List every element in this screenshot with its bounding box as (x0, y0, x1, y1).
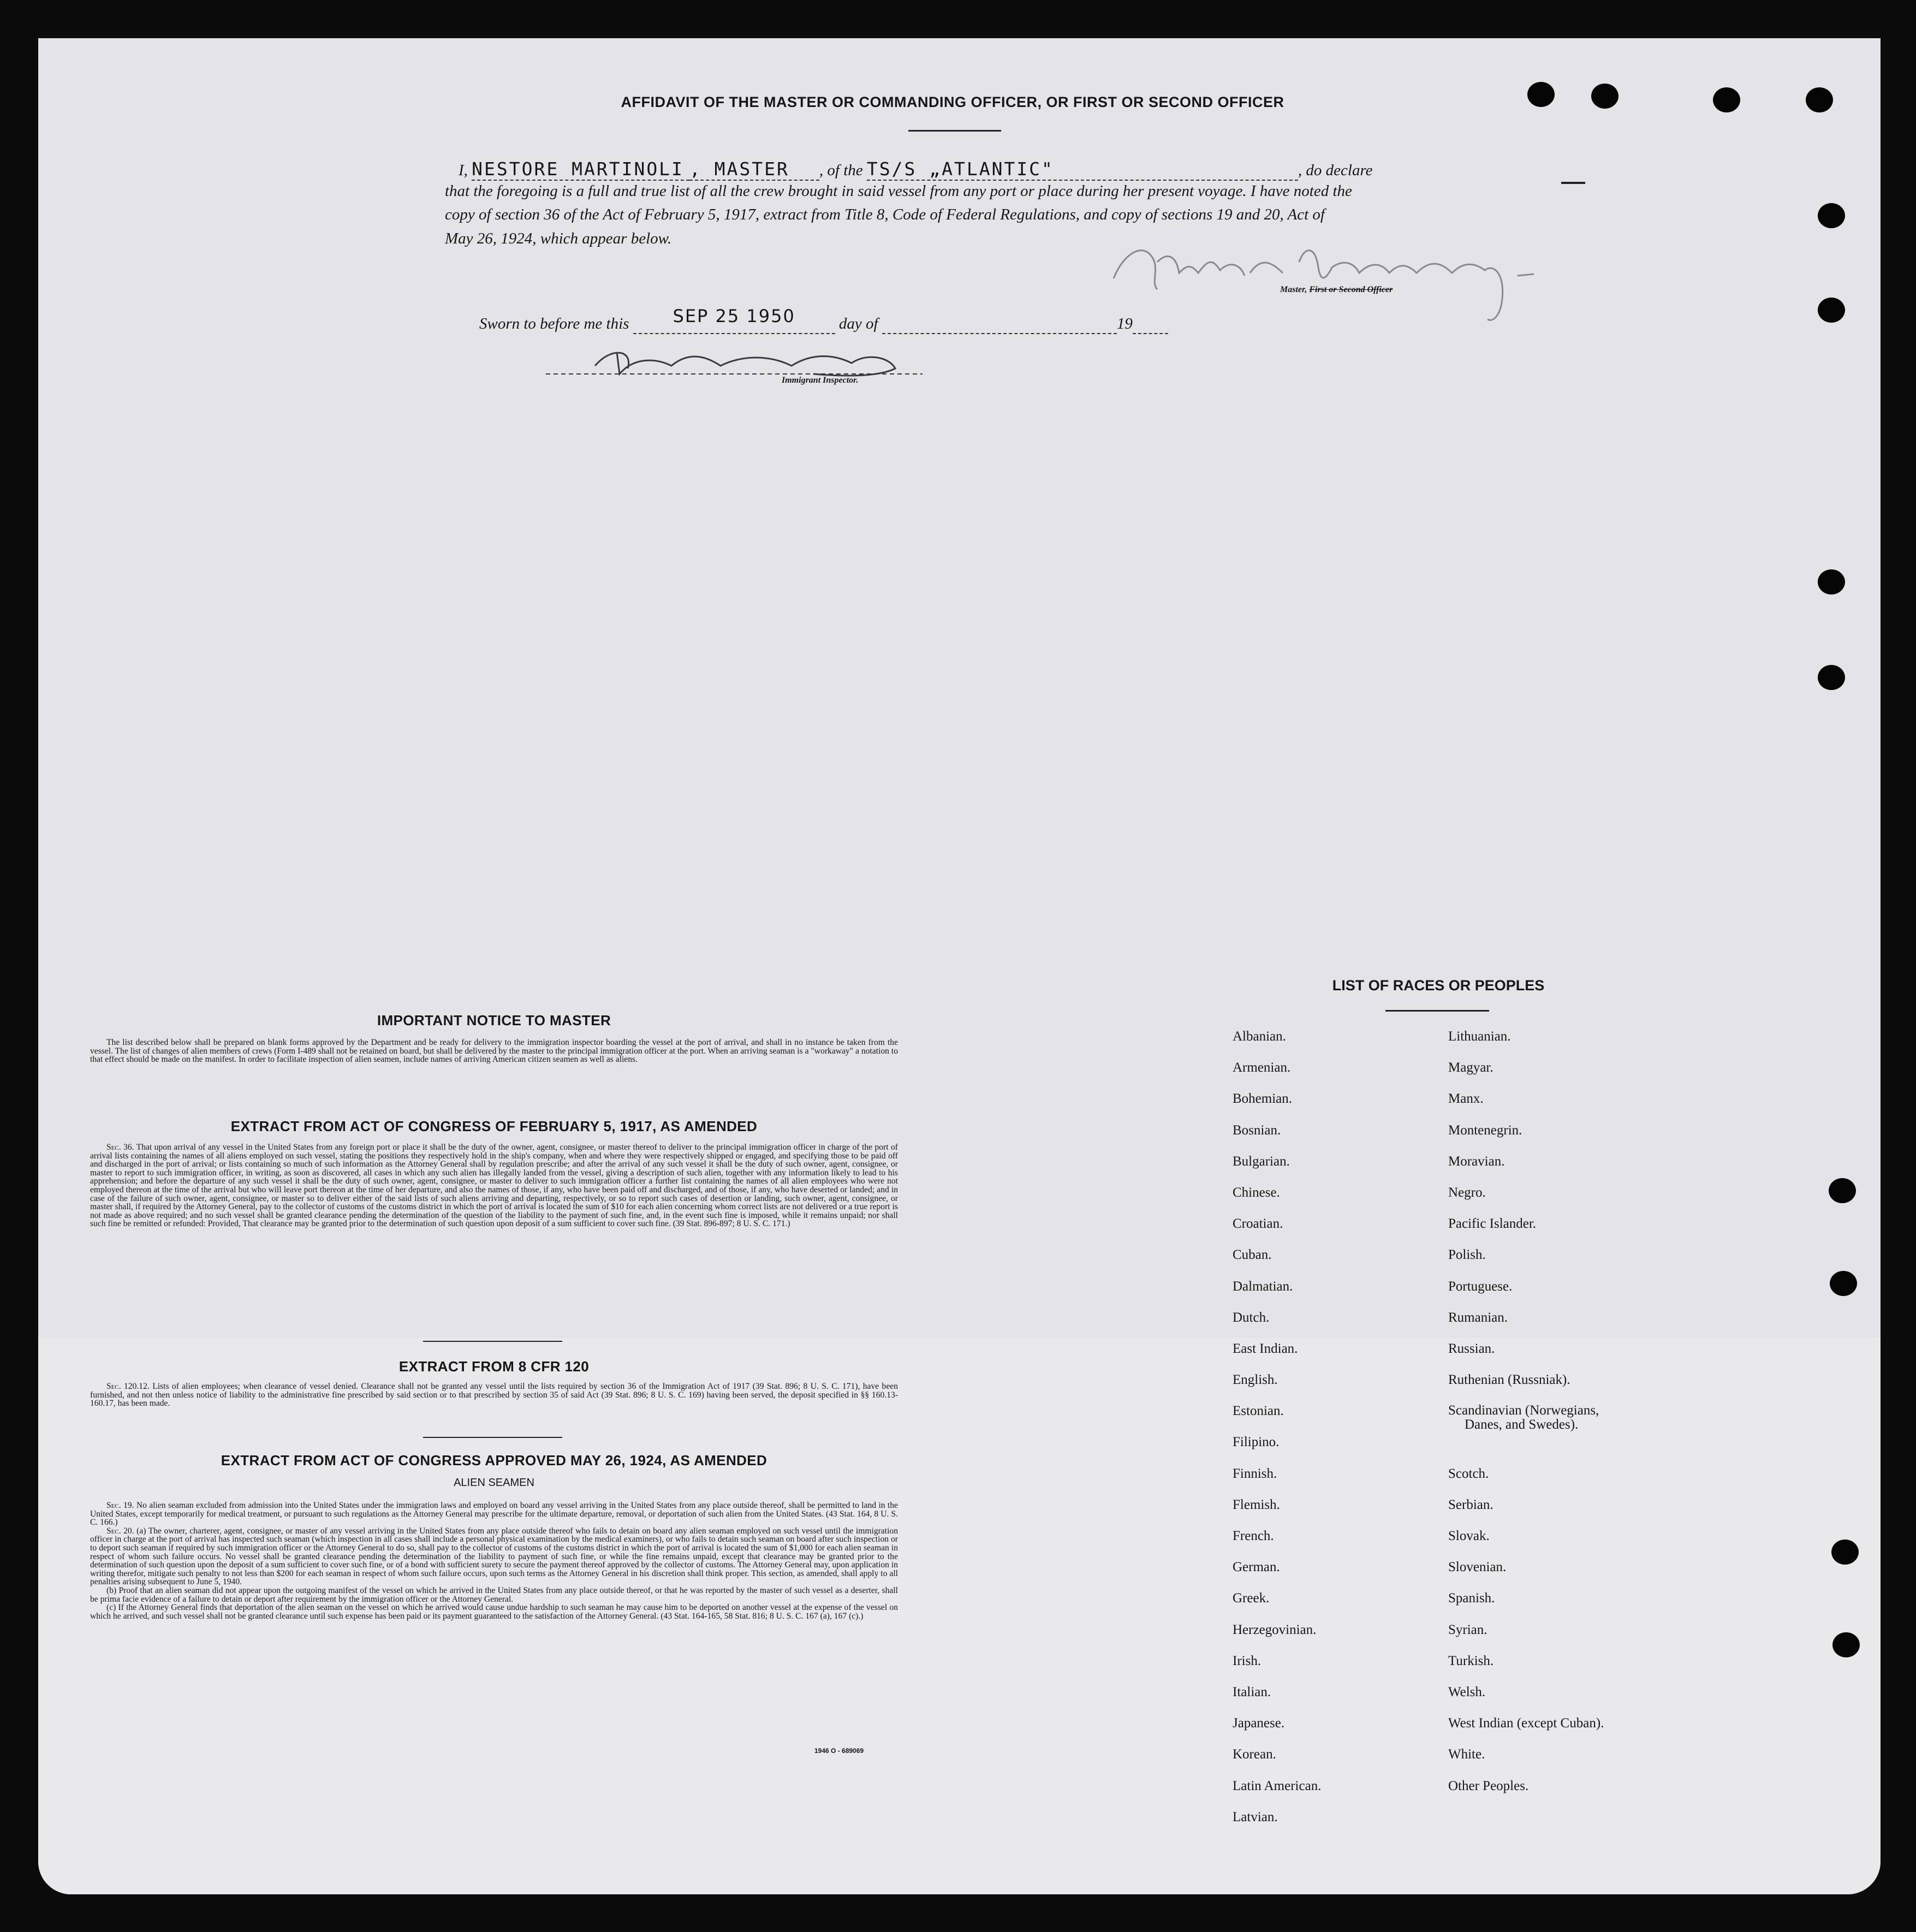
race-item: Greek. (1233, 1591, 1270, 1606)
punch-hole (1818, 298, 1845, 323)
race-item: Moravian. (1448, 1154, 1505, 1169)
divider (423, 1341, 562, 1342)
race-item: Finnish. (1233, 1466, 1277, 1481)
races-left-column (1233, 1029, 1321, 1841)
punch-hole (1818, 569, 1845, 595)
race-item: English. (1233, 1372, 1278, 1388)
sec-19-label: Sec. 19. (106, 1501, 134, 1510)
race-item: Chinese. (1233, 1185, 1280, 1200)
struck-officer-label: First or Second Officer (1309, 285, 1393, 294)
race-item: Irish. (1233, 1653, 1262, 1668)
race-item: Scotch. (1448, 1466, 1489, 1481)
print-code: 1946 O - 689069 (814, 1747, 864, 1755)
race-item-line: Danes, and Swedes). (1465, 1417, 1579, 1432)
year-label: 19 (1116, 315, 1133, 332)
extract-cfr-body (90, 1382, 898, 1408)
race-item: Filipino. (1233, 1435, 1280, 1450)
master-signature (1103, 229, 1550, 328)
extract-1917-title: EXTRACT FROM ACT OF CONGRESS OF FEBRUARY 5, 1917, AS AMENDED (230, 1118, 758, 1134)
race-item-line: Scandinavian (Norwegians, (1448, 1403, 1599, 1418)
year-field (1133, 315, 1168, 334)
declaration-line-1 (459, 158, 1479, 181)
race-item: Latin American. (1233, 1778, 1322, 1793)
alien-seamen-subtitle: ALIEN SEAMEN (454, 1477, 534, 1489)
declaration-line-2: that the foregoing is a full and true list of all the crew brought in said vessel from any port or place during her present voyage. I have noted the (445, 182, 1352, 200)
date-stamp: SEP 25 1950 (673, 306, 795, 326)
extract-1917-body (90, 1143, 898, 1228)
race-item: Turkish. (1448, 1653, 1494, 1668)
declaration-line-4: May 26, 1924, which appear below. (445, 230, 672, 247)
race-item: Estonian. (1233, 1404, 1284, 1419)
title-rule (908, 130, 1001, 132)
race-item: Portuguese. (1448, 1279, 1513, 1294)
master-caption: Master, First or Second Officer (1280, 285, 1393, 294)
do-declare-label: , do declare (1298, 162, 1373, 179)
sec-120-label: Sec. 120.12. (106, 1382, 150, 1391)
race-item: Russian. (1448, 1341, 1495, 1356)
race-item: Ruthenian (Russniak). (1448, 1372, 1570, 1388)
race-item: Polish. (1448, 1247, 1486, 1263)
month-field (882, 315, 1117, 334)
punch-hole (1818, 665, 1845, 690)
race-item: Other Peoples. (1448, 1778, 1529, 1793)
race-item: Italian. (1233, 1684, 1271, 1699)
sec-36-text: That upon arrival of any vessel in the United States from any foreign port or place it shall be the duty of the owner, agent, consignee, or master thereof to deliver to the principal immigration officer in charge of the port of arrival lists containing the names of all aliens employed on such vessel, stating the positions they respectively hold in the ship's company, when and where they were respectively shipped or engaged, and specifying those to be paid off and discharged in the port of arrival; or lists containing so much of such information as the Attorney General shall by regulation prescribe; and after the arrival of any such vessel it shall be the duty of such owner, agent, consignee, or master to report to such immigration officer, in writing, as soon as discovered, all cases in which any such alien has illegally landed from the vessel, giving a description of such alien, together with any information likely to lead to his apprehension; and before the departure of any such vessel it shall be the duty of such owner, agent, consignee, or master to deliver to such immigration officer a further list containing the names of all alien employees who were not employed thereon at the time of the arrival but who will leave port thereon at the time of her departure, and also the names of those, if any, who have been paid off and discharged, and of those, if any, who have deserted or landed; and in case of the failure of such owner, agent, consignee, or master so to deliver either of the said lists of such aliens arriving and departing, respectively, or so to report such cases of desertion or landing, such owner, agent, consignee, or master shall, if required by the Attorney General, pay to the collector of customs of the customs district in which the port of arrival is located the sum of $10 for each alien concerning whom correct lists are not delivered or a true report is not made as above required; and no such vessel shall be granted clearance pending the determination of the question of the liability to the payment of such fine, and, in the event such fine is imposed, while it remains unpaid; nor shall such fine be remitted or refunded: Provided, That clearance may be granted prior to the determination of such question upon deposit of a sum sufficient to cover such fine. (39 Stat. 896-897; 8 U. S. C. 171.) (90, 1143, 898, 1229)
race-item: Herzegovinian. (1233, 1622, 1317, 1637)
punch-hole (1591, 84, 1619, 109)
of-the-label: , of the (819, 162, 863, 179)
sworn-line (479, 306, 1168, 334)
sec-20-label: Sec. 20. (106, 1526, 134, 1536)
race-item: Latvian. (1233, 1809, 1278, 1824)
punch-hole (1806, 87, 1833, 112)
master-name: NESTORE MARTINOLI (472, 158, 689, 181)
sworn-date-field (633, 306, 835, 334)
sec-20a-paragraph (90, 1527, 898, 1586)
race-item: Slovak. (1448, 1529, 1490, 1544)
race-item: East Indian. (1233, 1341, 1298, 1356)
race-item: Croatian. (1233, 1216, 1283, 1232)
punch-hole (1832, 1632, 1860, 1657)
sec-19-text: No alien seaman excluded from admission into the United States under the immigration laws and employed on board any vessel arriving in the United States from any place outside thereof, shall be permitted to land in the United States, except temporarily for medical treatment, or pursuant to such regulations as the Attorney General may prescribe for the ultimate departure, removal, or deportation of such alien from the United States. (43 Stat. 164, 8 U. S. C. 166.) (90, 1501, 898, 1527)
day-of-label: day of (838, 315, 878, 332)
race-item: Cuban. (1233, 1247, 1272, 1263)
vessel-name: TS/S „ATLANTIC" (867, 158, 1298, 181)
margin-mark (1561, 182, 1585, 184)
race-item: Armenian. (1233, 1060, 1291, 1075)
race-item: Albanian. (1233, 1029, 1286, 1044)
sec-19-paragraph (90, 1501, 898, 1527)
master-rank: , MASTER (689, 158, 819, 181)
punch-hole (1829, 1178, 1856, 1203)
races-right-column (1448, 1029, 1604, 1810)
sec-20c-paragraph: (c) If the Attorney General finds that deportation of the alien seaman on the vessel on which he arrived would cause undue hardship to such seaman he may cause him to be deported on another vessel at the expense of the vessel on which he arrived, and such vessel shall not be granted clearance until such expense has been paid or its payment guaranteed to the satisfaction of the Attorney General. (43 Stat. 164-165, 58 Stat. 816; 8 U. S. C. 167 (a), 167 (c).) (90, 1603, 898, 1621)
race-item: Spanish. (1448, 1591, 1495, 1606)
race-item: Pacific Islander. (1448, 1216, 1537, 1232)
race-item: Slovenian. (1448, 1560, 1507, 1575)
race-item: West Indian (except Cuban). (1448, 1716, 1604, 1731)
notice-title: IMPORTANT NOTICE TO MASTER (377, 1012, 611, 1029)
race-item: Dutch. (1233, 1310, 1270, 1325)
punch-hole (1527, 82, 1555, 107)
race-item: Serbian. (1448, 1497, 1493, 1512)
sec-20b-paragraph: (b) Proof that an alien seaman did not appear upon the outgoing manifest of the vessel on which he arrived in the United States from any place outside thereof, or that he was reported by the master of such vessel as a deserter, shall be prima facie evidence of a failure to detain or deport after requirement by the immigration officer or the Attorney General. (90, 1585, 898, 1604)
race-item: Dalmatian. (1233, 1279, 1293, 1294)
race-item: Welsh. (1448, 1684, 1486, 1699)
punch-hole (1818, 203, 1845, 228)
punch-hole (1831, 1539, 1859, 1565)
extract-1924-title: EXTRACT FROM ACT OF CONGRESS APPROVED MAY 26, 1924, AS AMENDED (221, 1452, 767, 1469)
notice-body: The list described below shall be prepared on blank forms approved by the Department and be ready for delivery to the immigration inspector boarding the vessel at the port of arrival, and shall in no instance be taken from the vessel. The list of changes of alien members of crews (Form I-489 shall not be retained on board, but shall be delivered by the master to the principal immigration officer at the port. When an arriving seaman is a "workaway" a notation to that effect should be made on the manifest. In order to facilitate inspection of alien seamen, include names of arriving American citizen seamen as well as aliens. (90, 1038, 898, 1065)
race-item: Korean. (1233, 1747, 1276, 1762)
race-item: Syrian. (1448, 1622, 1487, 1637)
sec-120-text: Lists of alien employees; when clearance of vessel denied. Clearance shall not be granted any vessel until the lists required by section 36 of the Immigration Act of 1917 (39 Stat. 896; 8 U. S. C. 171), have been furnished, and not then unless notice of liability to the administrative fine prescribed by said section or to that prescribed by section 35 of said Act (39 Stat. 896; 8 U. S. C. 169) having been served, the deposit specified in §§ 160.13-160.17, has been made. (90, 1382, 898, 1408)
race-item: Japanese. (1233, 1716, 1285, 1731)
race-item: Flemish. (1233, 1497, 1280, 1512)
i-prefix: I, (459, 162, 468, 179)
inspector-signature (540, 336, 933, 385)
race-item: Magyar. (1448, 1060, 1493, 1075)
race-item: Bohemian. (1233, 1091, 1293, 1107)
race-item: White. (1448, 1747, 1485, 1762)
race-item: Manx. (1448, 1091, 1484, 1107)
divider (423, 1437, 562, 1438)
extract-1924-body (90, 1501, 898, 1620)
punch-hole (1713, 87, 1740, 112)
affidavit-title: AFFIDAVIT OF THE MASTER OR COMMANDING OFFICER, OR FIRST OR SECOND OFFICER (621, 94, 1284, 110)
declaration-line-3: copy of section 36 of the Act of February 5, 1917, extract from Title 8, Code of Federal Regulations, and copy of sections 19 and 20, Act of (445, 206, 1325, 223)
races-title: LIST OF RACES OR PEOPLES (1332, 977, 1545, 994)
race-item: Negro. (1448, 1185, 1486, 1200)
race-item: Montenegrin. (1448, 1122, 1522, 1138)
race-item: German. (1233, 1560, 1280, 1575)
punch-hole (1830, 1271, 1857, 1296)
sec-36-label: Sec. 36. (106, 1143, 134, 1152)
extract-cfr-title: EXTRACT FROM 8 CFR 120 (398, 1358, 590, 1375)
race-item: French. (1233, 1529, 1274, 1543)
race-item: Rumanian. (1448, 1310, 1508, 1325)
race-item: Bosnian. (1233, 1122, 1281, 1138)
sworn-label: Sworn to before me this (479, 315, 629, 332)
races-title-rule (1385, 1010, 1489, 1012)
race-item: Lithuanian. (1448, 1029, 1511, 1044)
race-item: Bulgarian. (1233, 1154, 1290, 1169)
inspector-caption: Immigrant Inspector. (782, 376, 859, 385)
race-item (1448, 1404, 1604, 1466)
sec-20a-text: (a) The owner, charterer, agent, consignee, or master of any vessel arriving in the United States from any place outside thereof who fails to detain on board any alien seaman employed on such vessel until the immigration officer in charge at the port of arrival has inspected such seaman (which inspection in all cases shall include a personal physical examination by the medical examiners), or who fails to detain such seaman on board after such inspection or to deport such seaman if required by such immigration officer or the Attorney General to do so, shall pay to the collector of customs of the customs district in which the port of arrival is located the sum of $1,000 for each alien seaman in respect of whom such failure occurs. No vessel shall be granted clearance pending the determination of the liability to payment of such fine, or while the fine remains unpaid, except that clearance may be granted prior to the determination of such question upon the deposit of a sum sufficient to cover such fine, or of a bond with sufficient surety to secure the payment thereof approved by the collector of customs. The Attorney General may, upon application in writing therefor, mitigate such penalty to not less than $200 for each seaman in respect of whom such failure occurs, upon such terms as the Attorney General in his discretion shall think proper. This section, as amended, shall apply to all penalties arising subsequent to June 5, 1940. (90, 1526, 898, 1587)
